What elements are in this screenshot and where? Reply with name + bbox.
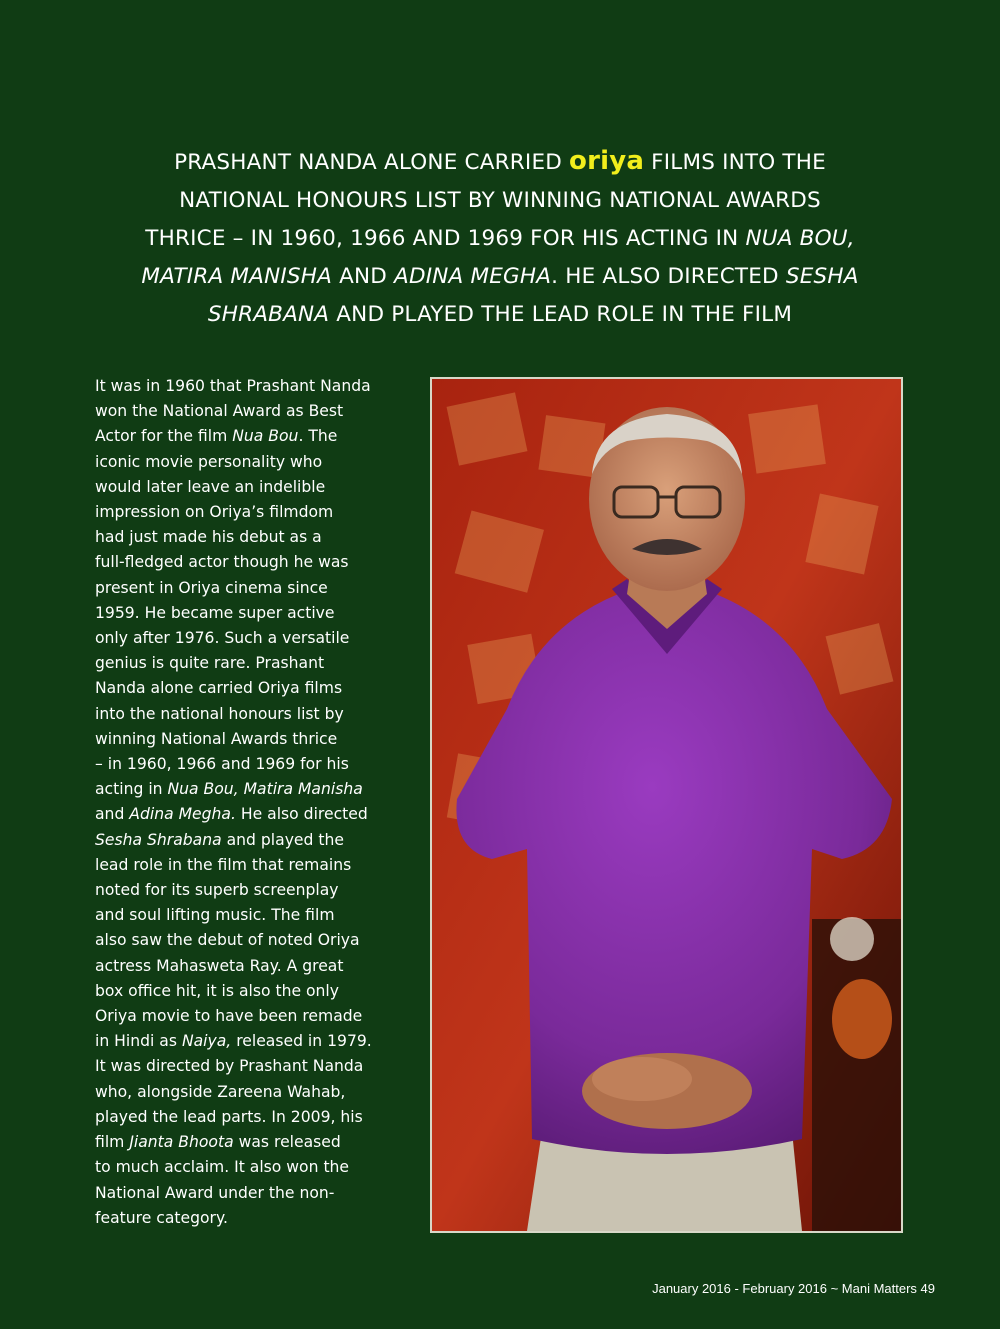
body-line: had just made his debut as a <box>95 528 322 547</box>
body-line: It was directed by Prashant Nanda <box>95 1057 364 1076</box>
body-line: would later leave an indelible <box>95 477 326 496</box>
body-line: noted for its superb screenplay <box>95 881 339 900</box>
headline-highlight-word: oriya <box>569 146 645 176</box>
body-line: full-fledged actor though he was <box>95 553 349 572</box>
body-line: only after 1976. Such a versatile <box>95 629 350 648</box>
headline-line-5 <box>80 296 920 334</box>
headline-text: AND PLAYED THE LEAD ROLE IN THE FILM <box>329 302 793 327</box>
headline-text: . HE ALSO DIRECTED <box>551 264 786 289</box>
portrait-photo-icon <box>432 379 901 1231</box>
headline-line-3 <box>80 220 920 258</box>
body-line: actress Mahasweta Ray. A great <box>95 956 344 975</box>
page-footer: January 2016 - February 2016 ~ Mani Matters 49 <box>652 1281 935 1296</box>
headline-line-2: NATIONAL HONOURS LIST BY WINNING NATIONAL AWARDS <box>179 188 821 213</box>
article-body <box>95 374 395 1231</box>
body-line: into the national honours list by <box>95 704 344 723</box>
body-line: and soul lifting music. The film <box>95 906 335 925</box>
headline-film-title: SESHA <box>785 264 859 289</box>
body-line: present in Oriya cinema since <box>95 578 328 597</box>
headline-line-1 <box>80 142 920 182</box>
body-line: Actor for the film Nua Bou. The <box>95 427 338 446</box>
body-line: Nanda alone carried Oriya films <box>95 679 343 698</box>
portrait-photo <box>430 377 903 1233</box>
headline-film-title: ADINA MEGHA <box>394 264 552 289</box>
body-line: 1959. He became super active <box>95 603 335 622</box>
body-line: also saw the debut of noted Oriya <box>95 931 360 950</box>
body-line: National Award under the non- <box>95 1183 335 1202</box>
body-line: impression on Oriya’s filmdom <box>95 503 334 522</box>
headline-line-4 <box>80 258 920 296</box>
body-line: feature category. <box>95 1208 228 1227</box>
body-line: acting in Nua Bou, Matira Manisha <box>95 780 363 799</box>
body-line: and Adina Megha. He also directed <box>95 805 368 824</box>
body-line: iconic movie personality who <box>95 452 323 471</box>
body-line: in Hindi as Naiya, released in 1979. <box>95 1032 372 1051</box>
body-line: It was in 1960 that Prashant Nanda <box>95 377 371 395</box>
headline-text: AND <box>332 264 395 289</box>
body-line: played the lead parts. In 2009, his <box>95 1107 363 1126</box>
body-line: Sesha Shrabana and played the <box>95 830 344 849</box>
body-line: Oriya movie to have been remade <box>95 1007 363 1026</box>
headline-text: FILMS INTO THE <box>644 150 826 175</box>
body-line: lead role in the film that remains <box>95 855 352 874</box>
body-line: to much acclaim. It also won the <box>95 1158 350 1177</box>
body-line: who, alongside Zareena Wahab, <box>95 1082 346 1101</box>
body-line: box office hit, it is also the only <box>95 981 339 1000</box>
headline-text: PRASHANT NANDA ALONE CARRIED <box>174 150 570 175</box>
body-line: won the National Award as Best <box>95 402 344 421</box>
body-line: film Jianta Bhoota was released <box>95 1133 341 1152</box>
body-line: genius is quite rare. Prashant <box>95 654 325 673</box>
headline-text: THRICE – IN 1960, 1966 AND 1969 FOR HIS ACTING IN <box>145 226 746 251</box>
headline-film-title: MATIRA MANISHA <box>141 264 333 289</box>
headline-film-title: NUA BOU, <box>745 226 855 251</box>
body-line: – in 1960, 1966 and 1969 for his <box>95 755 349 774</box>
headline-film-title: SHRABANA <box>207 302 330 327</box>
pull-quote-headline <box>80 142 920 334</box>
body-line: winning National Awards thrice <box>95 729 338 748</box>
